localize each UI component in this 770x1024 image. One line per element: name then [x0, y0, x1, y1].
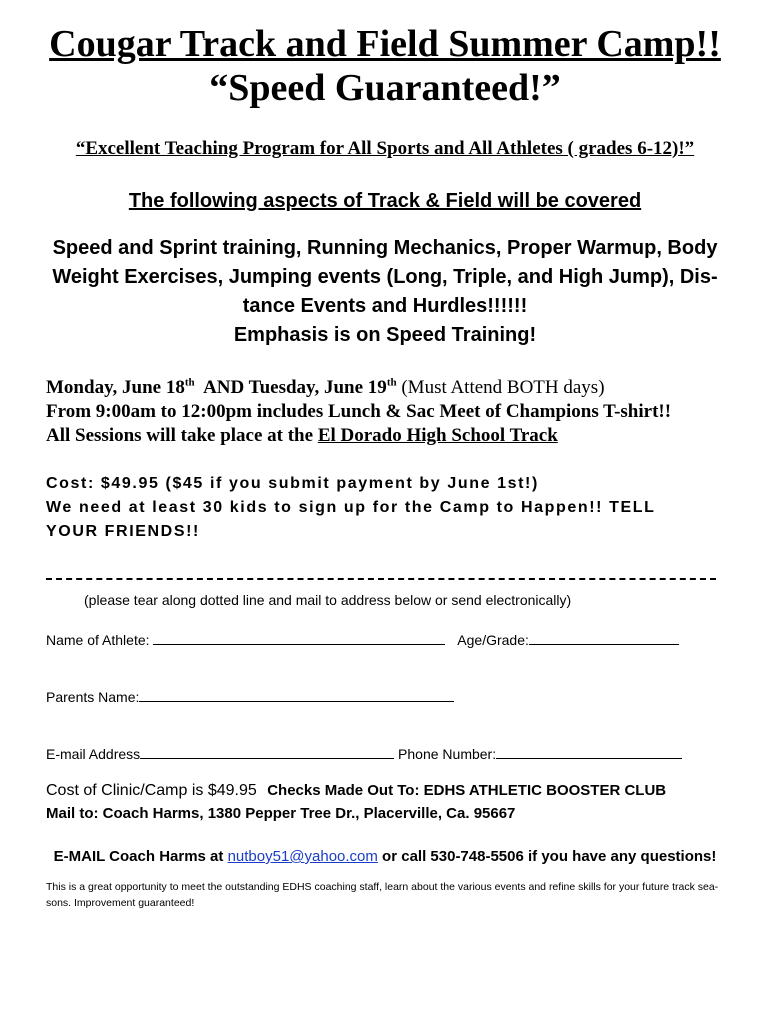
- email-field[interactable]: [140, 744, 394, 759]
- footer-line-1: This is a great opportunity to meet the outstanding EDHS coaching staff, learn about the various events and refine skills for your future track sea-: [46, 881, 719, 893]
- location-line: [46, 424, 746, 448]
- checks-payable: Checks Made Out To: EDHS ATHLETIC BOOSTER CLUB: [267, 782, 667, 799]
- location-prefix: All Sessions will take place at the: [46, 425, 318, 446]
- tuesday-suffix: th: [386, 376, 397, 389]
- monday-suffix: th: [184, 376, 195, 389]
- clinic-cost-line: [46, 782, 666, 800]
- location-name: El Dorado High School Track: [317, 425, 558, 446]
- hours-line: From 9:00am to 12:00pm includes Lunch & Sac Meet of Champions T-shirt!!: [46, 401, 672, 422]
- parents-label: Parents Name:: [46, 689, 140, 705]
- age-grade-label: Age/Grade:: [457, 632, 529, 648]
- athlete-label: Name of Athlete:: [46, 632, 154, 648]
- signup-line: We need at least 30 kids to sign up for the Camp to Happen!! TELL: [46, 499, 656, 516]
- mail-to-line: Mail to: Coach Harms, 1380 Pepper Tree Dr., Placerville, Ca. 95667: [46, 805, 516, 822]
- parents-name-field[interactable]: [139, 687, 454, 702]
- contact-suffix: or call 530-748-5506 if you have any questions!: [377, 848, 717, 865]
- tear-line: [46, 578, 716, 580]
- footer-line-2: sons. Improvement guaranteed!: [46, 897, 195, 909]
- contact-prefix: E-MAIL Coach Harms at: [53, 848, 228, 865]
- phone-field[interactable]: [496, 744, 682, 759]
- tear-note: (please tear along dotted line and mail to address below or send electronically): [84, 592, 572, 608]
- athlete-row: [46, 630, 679, 648]
- cost-line: Cost: $49.95 ($45 if you submit payment by June 1st!): [46, 475, 539, 492]
- topics-line-2: Weight Exercises, Jumping events (Long, Triple, and High Jump), Dis-: [52, 266, 718, 288]
- topics-line-3: tance Events and Hurdles!!!!!!: [242, 295, 528, 317]
- age-grade-field[interactable]: [529, 630, 679, 645]
- camp-slogan: “Speed Guaranteed!”: [209, 67, 561, 109]
- topics-list: [40, 234, 730, 350]
- cost-block: [46, 472, 736, 544]
- friends-line: YOUR FRIENDS!!: [46, 523, 200, 540]
- tagline: “Excellent Teaching Program for All Sports and All Athletes ( grades 6-12)!”: [75, 138, 695, 159]
- schedule-details: [46, 376, 746, 448]
- parents-row: [46, 687, 454, 705]
- dates-line: [46, 376, 746, 400]
- athlete-name-field[interactable]: [153, 630, 445, 645]
- email-label: E-mail Address: [46, 746, 141, 762]
- covered-heading: The following aspects of Track & Field will be covered: [128, 190, 642, 212]
- tuesday-date: AND Tuesday, June 19: [194, 377, 387, 398]
- attend-note: (Must Attend BOTH days): [396, 377, 605, 398]
- contact-line: [0, 848, 770, 865]
- footer-note: [46, 879, 726, 911]
- phone-label: Phone Number:: [394, 746, 497, 762]
- contact-row: [46, 744, 682, 762]
- email-link[interactable]: nutboy51@yahoo.com: [227, 848, 378, 865]
- emphasis-line: Emphasis is on Speed Training!: [233, 324, 537, 346]
- camp-title: Cougar Track and Field Summer Camp!!: [49, 23, 721, 65]
- topics-line-1: Speed and Sprint training, Running Mechanics, Proper Warmup, Body: [52, 237, 718, 259]
- monday-date: Monday, June 18: [46, 377, 185, 398]
- clinic-cost: Cost of Clinic/Camp is $49.95: [46, 782, 257, 799]
